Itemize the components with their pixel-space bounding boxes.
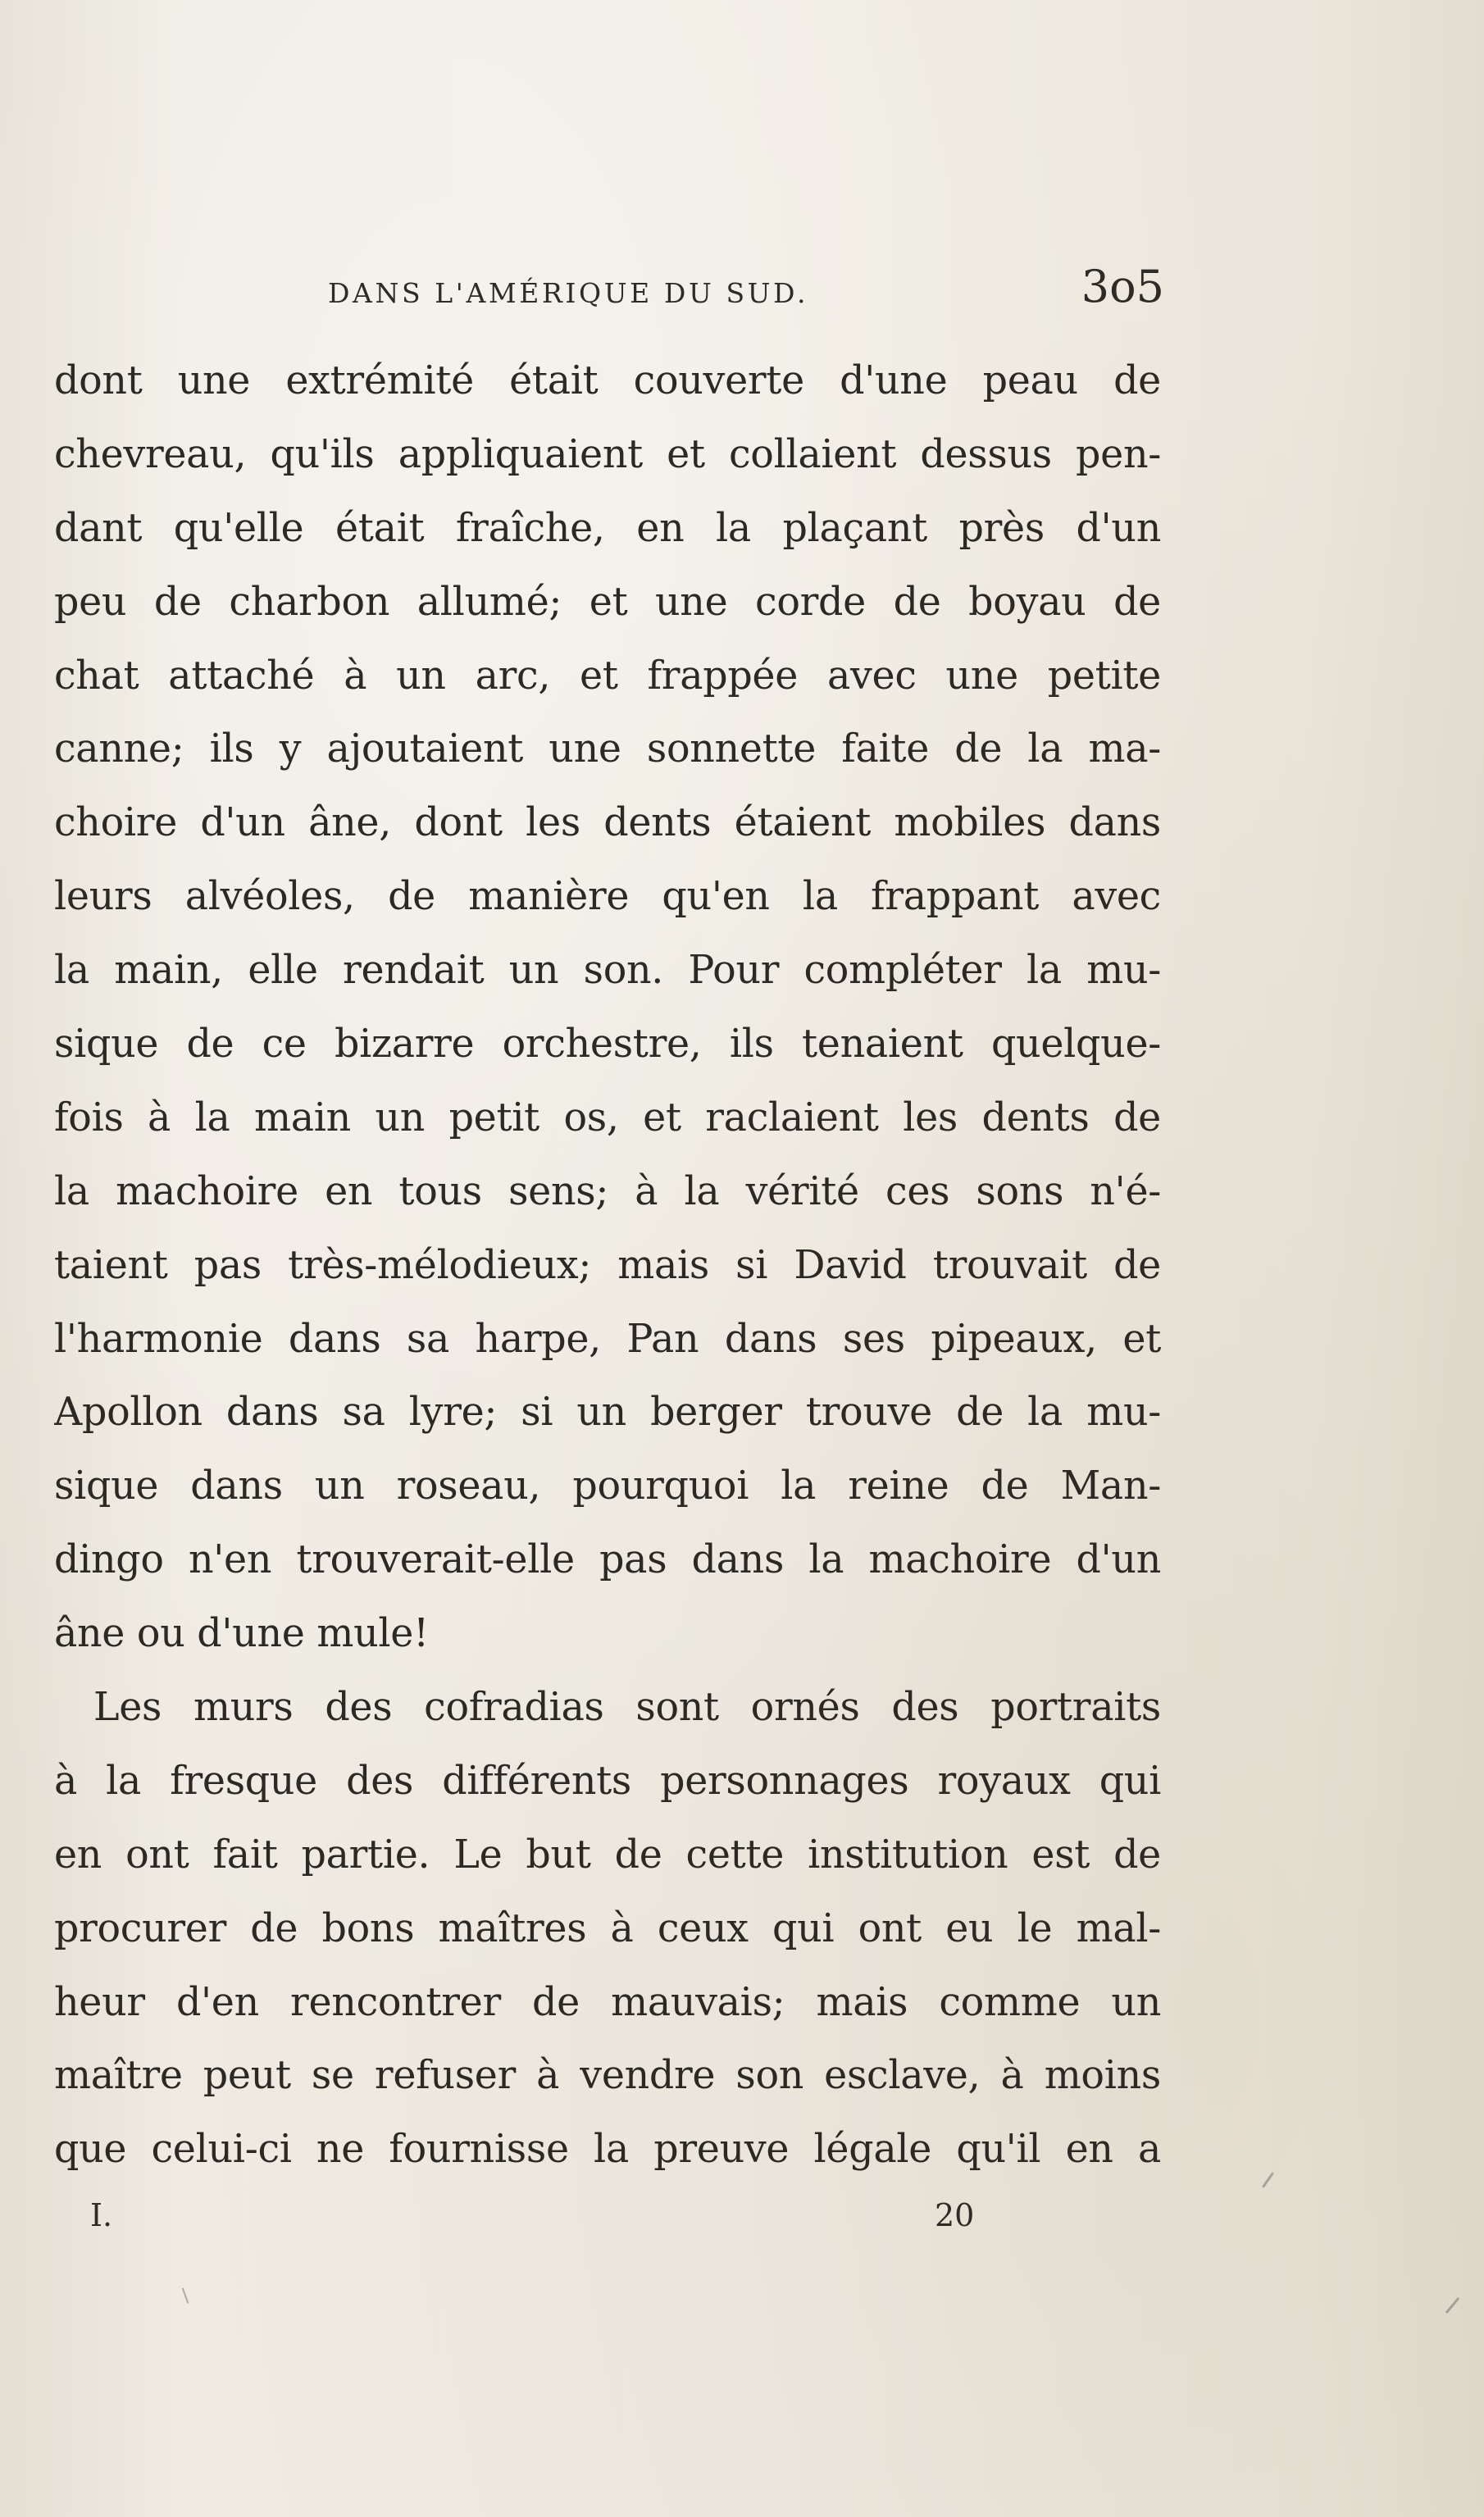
text-line: dont une extrémité était couverte d'une peau de: [54, 358, 1161, 403]
signature-number: 20: [935, 2197, 975, 2233]
text-line: taient pas très-mélodieux; mais si David trouvait de: [54, 1242, 1161, 1288]
paper-speck: [1445, 2297, 1460, 2314]
text-line: maître peut se refuser à vendre son esclave, à moins: [54, 2053, 1161, 2099]
running-title: DANS L'AMÉRIQUE DU SUD.: [328, 277, 809, 309]
text-line: l'harmonie dans sa harpe, Pan dans ses pipeaux, et: [54, 1316, 1161, 1362]
page-header: [328, 261, 1164, 318]
paper-speck: [182, 2287, 189, 2303]
text-line: heur d'en rencontrer de mauvais; mais comme un: [54, 1979, 1161, 2025]
text-line: procurer de bons maîtres à ceux qui ont eu le mal-: [54, 1905, 1161, 1951]
text-line: chat attaché à un arc, et frappée avec une petite: [54, 653, 1161, 699]
text-line: sique de ce bizarre orchestre, ils tenaient quelque-: [54, 1022, 1161, 1067]
paper-speck: [1262, 2172, 1274, 2188]
text-line: Apollon dans sa lyre; si un berger trouve de la mu-: [54, 1390, 1161, 1436]
text-line: peu de charbon allumé; et une corde de boyau de: [54, 579, 1161, 625]
body-text: [54, 344, 1161, 2187]
text-line: que celui-ci ne fournisse la preuve légale qu'il en a: [54, 2127, 1161, 2173]
text-line: canne; ils y ajoutaient une sonnette faite de la ma-: [54, 726, 1161, 772]
text-line: la machoire en tous sens; à la vérité ces sons n'é-: [54, 1168, 1161, 1214]
text-line: leurs alvéoles, de manière qu'en la frappant avec: [54, 874, 1161, 920]
paragraph-start-line: Les murs des cofradias sont ornés des portraits: [93, 1685, 1161, 1731]
text-line: en ont fait partie. Le but de cette institution est de: [54, 1832, 1161, 1878]
text-line: fois à la main un petit os, et raclaient les dents de: [54, 1095, 1161, 1140]
text-line: chevreau, qu'ils appliquaient et collaient dessus pen-: [54, 431, 1161, 477]
text-line: choire d'un âne, dont les dents étaient mobiles dans: [54, 800, 1161, 846]
text-line: sique dans un roseau, pourquoi la reine de Man-: [54, 1463, 1161, 1509]
text-line: la main, elle rendait un son. Pour compléter la mu-: [54, 948, 1161, 994]
text-line: dant qu'elle était fraîche, en la plaçant près d'un: [54, 505, 1161, 551]
text-line: dingo n'en trouverait-elle pas dans la machoire d'un: [54, 1537, 1161, 1583]
text-line: à la fresque des différents personnages royaux qui: [54, 1758, 1161, 1804]
signature-mark: I.: [90, 2197, 113, 2233]
paragraph-end-line: âne ou d'une mule!: [54, 1611, 429, 1657]
page-footer: [90, 2197, 992, 2246]
page-number: 3o5: [1081, 261, 1164, 312]
